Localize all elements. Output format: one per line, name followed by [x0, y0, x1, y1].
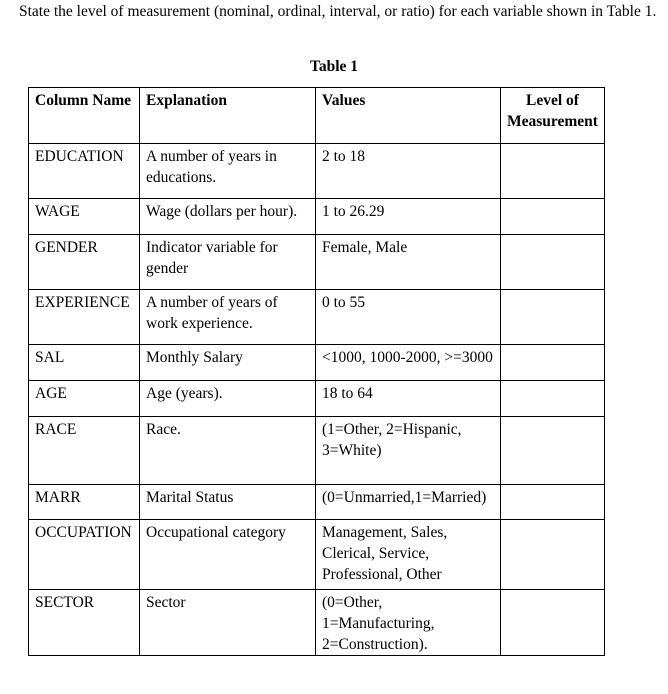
cell-column-name: OCCUPATION	[29, 520, 140, 590]
table-row	[29, 144, 605, 199]
cell-level-input[interactable]	[501, 199, 605, 235]
cell-level-input[interactable]	[501, 590, 605, 656]
cell-column-name: WAGE	[29, 199, 140, 235]
header-level: Level of Measurement	[501, 88, 605, 144]
cell-explanation: A number of years of work experience.	[140, 290, 316, 345]
cell-explanation: Marital Status	[140, 485, 316, 520]
cell-explanation: A number of years in educations.	[140, 144, 316, 199]
cell-column-name: EDUCATION	[29, 144, 140, 199]
cell-column-name: MARR	[29, 485, 140, 520]
cell-values: (1=Other, 2=Hispanic, 3=White)	[316, 417, 501, 485]
table-row	[29, 485, 605, 520]
cell-level-input[interactable]	[501, 345, 605, 381]
table-row	[29, 417, 605, 485]
cell-column-name: SECTOR	[29, 590, 140, 656]
measurement-table	[28, 87, 605, 656]
cell-column-name: AGE	[29, 381, 140, 417]
cell-column-name: EXPERIENCE	[29, 290, 140, 345]
cell-explanation: Monthly Salary	[140, 345, 316, 381]
cell-values: 18 to 64	[316, 381, 501, 417]
cell-level-input[interactable]	[501, 290, 605, 345]
cell-values: Female, Male	[316, 235, 501, 290]
cell-column-name: GENDER	[29, 235, 140, 290]
table-body	[29, 144, 605, 656]
table-row	[29, 235, 605, 290]
cell-level-input[interactable]	[501, 381, 605, 417]
cell-values: (0=Other, 1=Manufacturing, 2=Construction).	[316, 590, 501, 656]
header-values: Values	[316, 88, 501, 144]
cell-explanation: Wage (dollars per hour).	[140, 199, 316, 235]
cell-level-input[interactable]	[501, 144, 605, 199]
cell-values: <1000, 1000-2000, >=3000	[316, 345, 501, 381]
cell-level-input[interactable]	[501, 520, 605, 590]
cell-explanation: Indicator variable for gender	[140, 235, 316, 290]
cell-column-name: RACE	[29, 417, 140, 485]
cell-values: 2 to 18	[316, 144, 501, 199]
table-caption: Table 1	[309, 58, 359, 75]
cell-explanation: Sector	[140, 590, 316, 656]
table-header-row	[29, 88, 605, 144]
table-row	[29, 290, 605, 345]
cell-explanation: Age (years).	[140, 381, 316, 417]
cell-values: Management, Sales, Clerical, Service, Professional, Other	[316, 520, 501, 590]
cell-level-input[interactable]	[501, 417, 605, 485]
table-row	[29, 199, 605, 235]
table-row	[29, 520, 605, 590]
cell-explanation: Occupational category	[140, 520, 316, 590]
header-column-name: Column Name	[29, 88, 140, 144]
table-row	[29, 590, 605, 656]
cell-column-name: SAL	[29, 345, 140, 381]
cell-values: 0 to 55	[316, 290, 501, 345]
cell-explanation: Race.	[140, 417, 316, 485]
cell-values: (0=Unmarried,1=Married)	[316, 485, 501, 520]
table-row	[29, 381, 605, 417]
table-row	[29, 345, 605, 381]
cell-level-input[interactable]	[501, 485, 605, 520]
cell-level-input[interactable]	[501, 235, 605, 290]
cell-values: 1 to 26.29	[316, 199, 501, 235]
header-explanation: Explanation	[140, 88, 316, 144]
question-instruction: State the level of measurement (nominal, ordinal, interval, or ratio) for each variable shown in Table 1.	[19, 3, 657, 20]
